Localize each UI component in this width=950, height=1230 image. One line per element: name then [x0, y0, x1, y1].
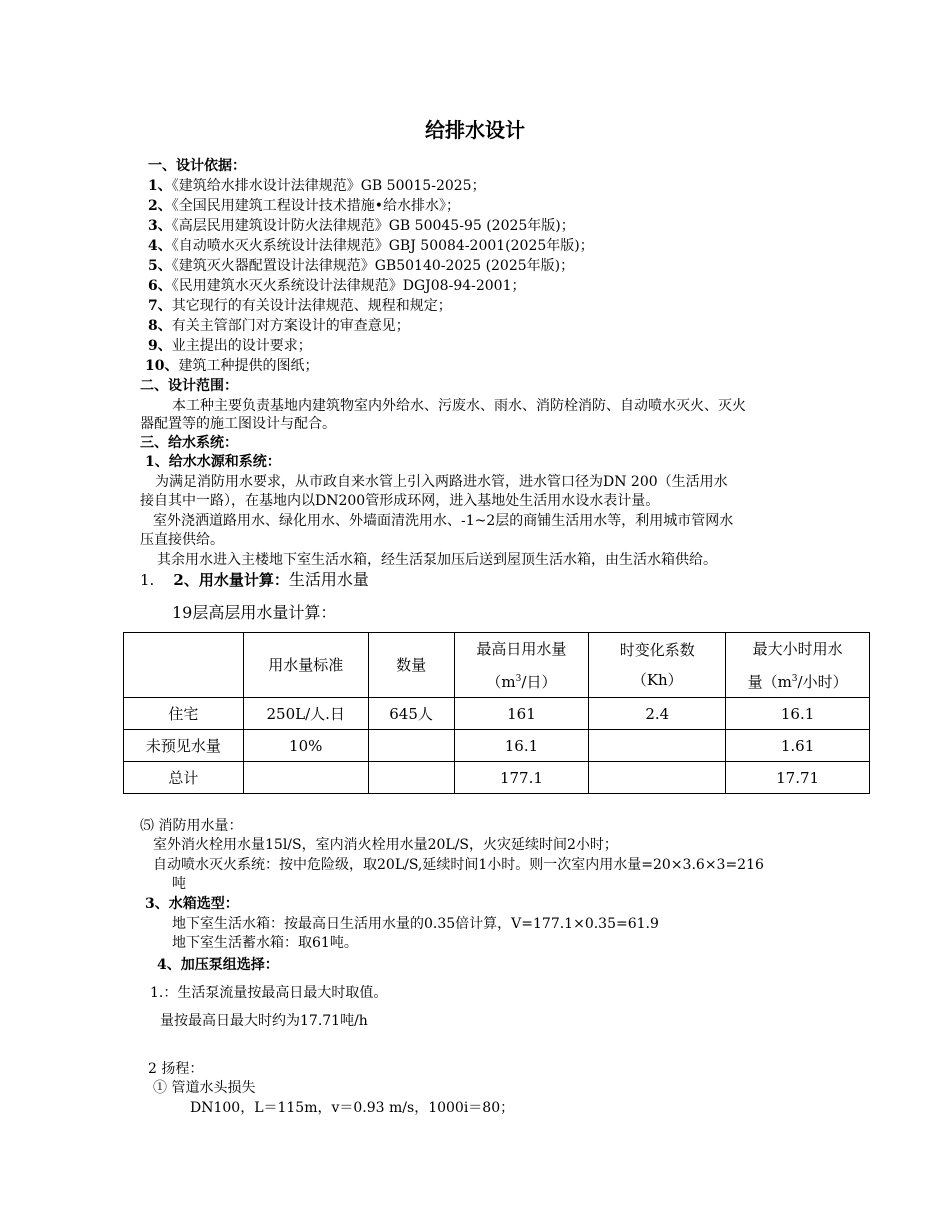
table-cell: 16.1 — [454, 730, 589, 762]
table-cell: 16.1 — [726, 698, 870, 730]
reference-item: 6、《民用建筑水灭火系统设计法律规范》DGJ08-94-2001； — [148, 278, 526, 294]
section-3-heading: 三、给水系统： — [140, 435, 238, 451]
section-1-heading: 一、设计依据： — [148, 158, 246, 174]
paragraph-text: 量按最高日最大时约为17.71吨/h — [160, 1013, 368, 1029]
paragraph-text: 接自其中一路），在基地内以DN200管形成环网，进入基地处生活用水设水表计量。 — [140, 493, 660, 509]
table-cell — [589, 762, 726, 794]
paragraph-text: 室外消火栓用水量15l/S，室内消火栓用水量20L/S，火灾延续时间2小时； — [153, 837, 618, 853]
table-cell: 17.71 — [726, 762, 870, 794]
reference-item: 9、业主提出的设计要求； — [148, 338, 312, 354]
paragraph-text: 吨 — [172, 876, 186, 892]
reference-item: 3、《高层民用建筑设计防火法律规范》GB 50045-95 (2025年版)； — [148, 218, 575, 234]
table-cell: 总计 — [124, 762, 244, 794]
table-header-cell: 时变化系数 （Kh） — [589, 633, 726, 698]
paragraph-text: 地下室生活水箱：按最高日生活用水量的0.35倍计算，V=177.1×0.35=61.9 — [172, 916, 659, 932]
table-header-cell: 最大小时用水 量（$m^3/$小时） — [726, 633, 870, 698]
table-row — [124, 730, 870, 762]
table-header-cell: 最高日用水量 （$m^3/$日） — [454, 633, 589, 698]
table-row — [124, 698, 870, 730]
table-caption: 19层高层用水量计算： — [172, 603, 337, 622]
subsection-heading: 1. 2、用水量计算：生活用水量 — [140, 570, 369, 589]
paragraph-text: 1.：生活泵流量按最高日最大时取值。 — [150, 985, 388, 1001]
table-header-cell: 用水量标准 — [243, 633, 368, 698]
table-header-cell: 数量 — [368, 633, 454, 698]
fire-water-heading: ⑸ 消防用水量： — [140, 818, 243, 834]
paragraph-text: ① 管道水头损失 — [153, 1080, 256, 1096]
document-title: 给排水设计 — [425, 118, 525, 142]
table-cell — [368, 762, 454, 794]
table-header-cell — [124, 633, 244, 698]
table-cell: 161 — [454, 698, 589, 730]
subsection-heading: 3、水箱选型： — [145, 896, 239, 912]
reference-item: 4、《自动喷水灭火系统设计法律规范》GBJ 50084-2001(2025年版)； — [148, 238, 594, 254]
table-cell: 2.4 — [589, 698, 726, 730]
table-cell — [243, 762, 368, 794]
paragraph-text: 2 扬程： — [148, 1061, 204, 1077]
table-cell: 10% — [243, 730, 368, 762]
table-cell: 未预见水量 — [124, 730, 244, 762]
table-row — [124, 762, 870, 794]
reference-item: 7、其它现行的有关设计法律规范、规程和规定； — [148, 298, 452, 314]
paragraph-text: 地下室生活蓄水箱：取61吨。 — [172, 935, 358, 951]
paragraph-text: 自动喷水灭火系统：按中危险级，取20L/S,延续时间1小时。则一次室内用水量=20×3.6×3=216 — [153, 857, 764, 873]
scope-text: 器配置等的施工图设计与配合。 — [140, 416, 336, 432]
paragraph-text: 室外浇洒道路用水、绿化用水、外墙面清洗用水、-1~2层的商铺生活用水等，利用城市管网水 — [153, 513, 734, 529]
table-cell — [368, 730, 454, 762]
table-cell — [589, 730, 726, 762]
section-2-heading: 二、设计范围： — [140, 378, 238, 394]
subsection-heading: 1、给水水源和系统： — [145, 454, 281, 470]
table-cell: 177.1 — [454, 762, 589, 794]
paragraph-text: DN100，L＝115m，v＝0.93 m/s，1000i＝80； — [190, 1100, 515, 1116]
subsection-heading: 4、加压泵组选择： — [157, 957, 279, 973]
table-cell: 1.61 — [726, 730, 870, 762]
reference-item: 1、《建筑给水排水设计法律规范》GB 50015-2025； — [148, 178, 486, 194]
water-usage-table — [123, 632, 870, 794]
table-header-row — [124, 633, 870, 698]
reference-item: 8、有关主管部门对方案设计的审查意见； — [148, 318, 410, 334]
reference-item: 2、《全国民用建筑工程设计技术措施•给水排水》； — [148, 198, 461, 214]
table-cell: 645人 — [368, 698, 454, 730]
paragraph-text: 为满足消防用水要求，从市政自来水管上引入两路进水管，进水管口径为DN 200（生活用水 — [155, 474, 728, 490]
scope-text: 本工种主要负责基地内建筑物室内外给水、污废水、雨水、消防栓消防、自动喷水灭火、灭火 — [172, 398, 746, 414]
reference-item: 5、《建筑灭火器配置设计法律规范》GB50140-2025 (2025年版)； — [148, 258, 575, 274]
paragraph-text: 压直接供给。 — [140, 532, 224, 548]
table-cell: 250L/人.日 — [243, 698, 368, 730]
reference-item: 10、建筑工种提供的图纸； — [145, 358, 319, 374]
table-cell: 住宅 — [124, 698, 244, 730]
paragraph-text: 其余用水进入主楼地下室生活水箱，经生活泵加压后送到屋顶生活水箱，由生活水箱供给。 — [157, 552, 717, 568]
